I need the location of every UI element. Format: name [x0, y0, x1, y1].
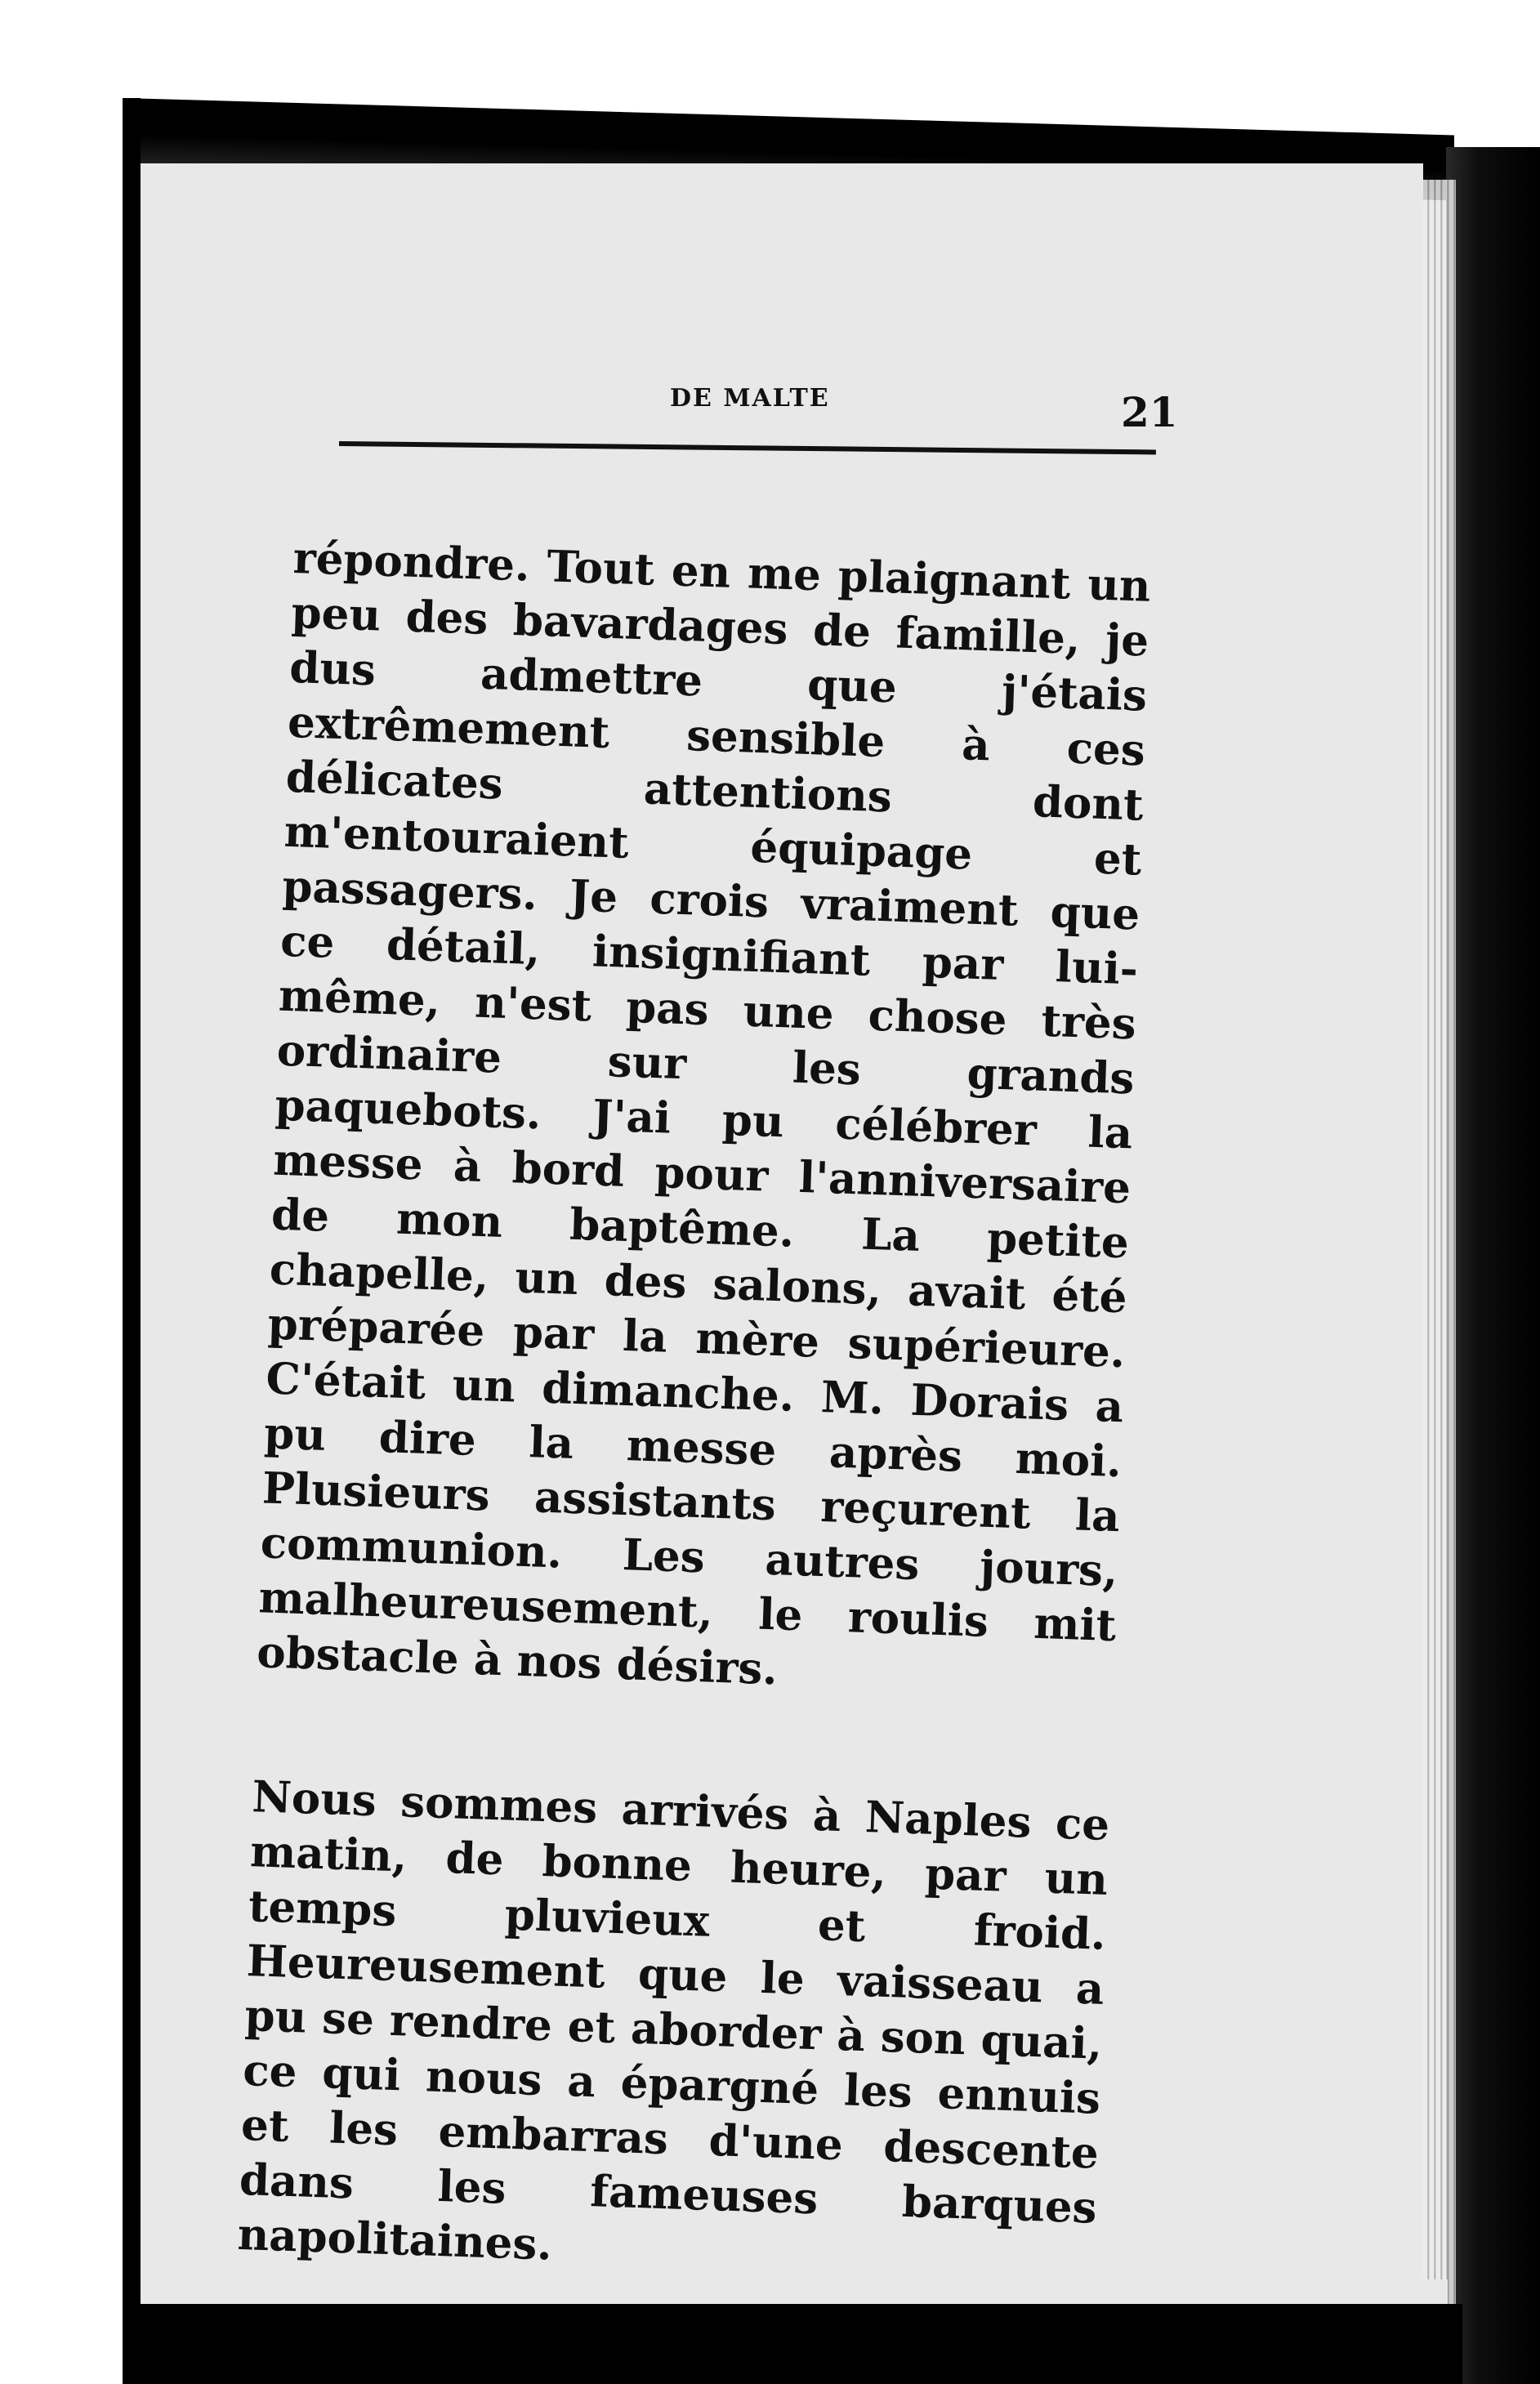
running-head: DE MALTE	[670, 384, 830, 413]
page-stack-edge	[1423, 180, 1456, 2345]
book-bottom-edge	[123, 2304, 1462, 2384]
paragraph-1: répondre. Tout en me plaignant un peu des bavardages de famille, je dus admettre que j'étais extrêmement sensible à ces délicates attentions dont m'entouraient équipage et passagers. Je crois vraiment que ce détail, insignifiant par lui-même, n'est pas une chose très ordinaire sur les grands paquebots. J'ai pu célébrer la messe à bord pour l'anniversaire de mon baptême. La petite chapelle, un des salons, avait été préparée par la mère supérieure. C'était un dimanche. M. Dorais a pu dire la messe après moi. Plusieurs assistants reçurent la communion. Les autres jours, malheureusement, le roulis mit obstacle à nos désirs.	[256, 532, 1152, 1695]
book-left-edge	[123, 98, 141, 2337]
book-right-edge	[1446, 147, 1540, 2384]
page-number: 21	[1121, 388, 1178, 436]
paragraph-2: Nous sommes arrivés à Naples ce matin, de bonne heure, par un temps pluvieux et froid. Heureusement que le vaisseau a pu se rendre et aborder à son quai, ce qui nous a épargné les ennuis et les embarras d'une descente dans les fameuses barques napolitaines.	[236, 1771, 1111, 2270]
paper-bottom	[141, 2279, 1448, 2307]
body-text	[237, 531, 1152, 2291]
